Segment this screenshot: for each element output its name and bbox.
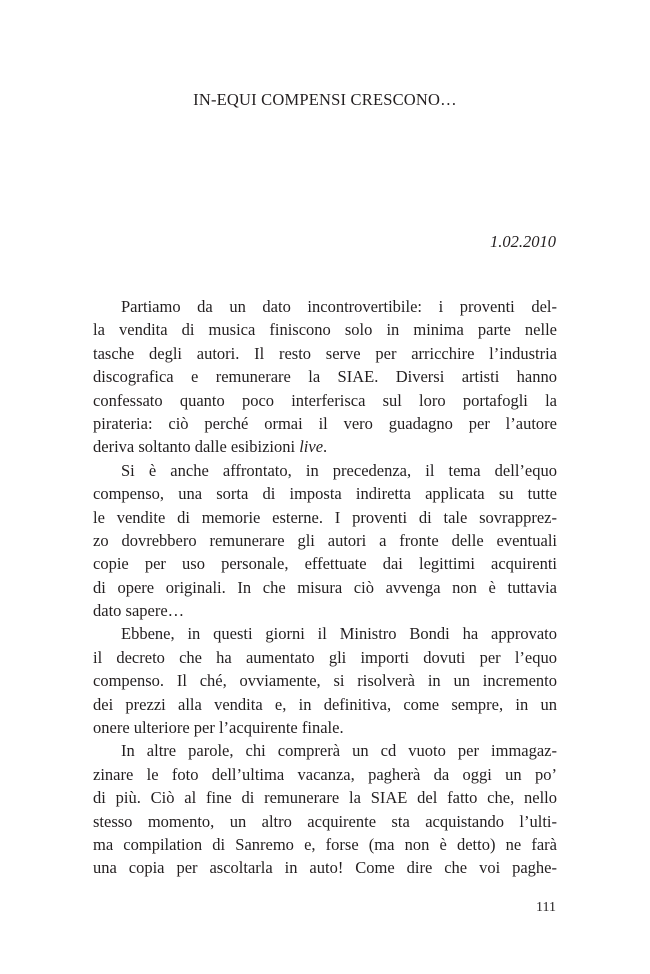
text-line [93, 435, 557, 458]
text-line: una copia per ascoltarla in auto! Come dire che voi paghe- [93, 858, 557, 878]
text-line: tasche degli autori. Il resto serve per arricchire l’industria [93, 343, 557, 363]
text-line: Ebbene, in questi giorni il Ministro Bondi ha approvato [121, 624, 557, 644]
text-line: zinare le foto dell’ultima vacanza, pagherà da oggi un po’ [93, 764, 557, 784]
text-line: le vendite di memorie esterne. I proventi di tale sovrapprez- [93, 507, 557, 527]
text-line: di opere originali. In che misura ciò avvenga non è tuttavia [93, 577, 557, 597]
text-line: il decreto che ha aumentato gli importi dovuti per l’equo [93, 647, 557, 667]
text-line: Partiamo da un dato incontrovertibile: i proventi del- [121, 297, 557, 316]
chapter-title: IN-EQUI COMPENSI CRESCONO… [193, 90, 457, 109]
text-line: stesso momento, un altro acquirente sta acquistando l’ulti- [93, 811, 557, 831]
text-line: In altre parole, chi comprerà un cd vuoto per immagaz- [121, 741, 557, 761]
text-line: dato sapere… [93, 601, 185, 621]
text-line: compenso, una sorta di imposta indiretta applicata su tutte [93, 484, 557, 504]
body-text [93, 295, 557, 880]
text-fragment: . [323, 437, 328, 457]
text-line: zo dovrebbero remunerare gli autori a fronte delle eventuali [93, 530, 557, 550]
text-line: pirateria: ciò perché ormai il vero guadagno per l’autore [93, 413, 557, 433]
text-line: onere ulteriore per l’acquirente finale. [93, 718, 344, 738]
text-line: di più. Ciò al fine di remunerare la SIAE del fatto che, nello [93, 788, 557, 808]
text-line: compenso. Il ché, ovviamente, si risolverà in un incremento [93, 671, 557, 691]
text-line: confessato quanto poco interferisca sul loro portafogli la [93, 390, 557, 410]
date-line: 1.02.2010 [490, 232, 556, 251]
text-line: dei prezzi alla vendita e, in definitiva, come sempre, in un [93, 694, 557, 714]
italic-word: live [299, 437, 324, 457]
text-line: discografica e remunerare la SIAE. Diversi artisti hanno [93, 367, 557, 387]
text-line: copie per uso personale, effettuate dai legittimi acquirenti [93, 554, 557, 574]
text-line: Si è anche affrontato, in precedenza, il tema dell’equo [121, 460, 557, 480]
text-line: la vendita di musica finiscono solo in minima parte nelle [93, 320, 557, 340]
page-number: 111 [536, 900, 556, 915]
text-fragment: deriva soltanto dalle esibizioni [93, 437, 296, 457]
text-line: ma compilation di Sanremo e, forse (ma non è detto) ne farà [93, 834, 557, 854]
